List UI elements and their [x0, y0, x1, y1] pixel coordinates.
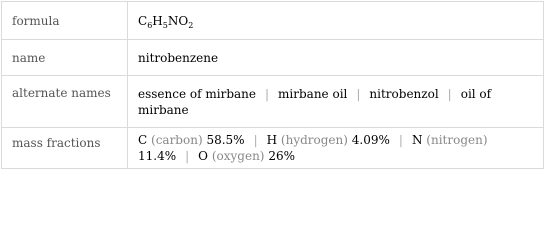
mass-fraction-item: C (carbon) 58.5% — [138, 133, 245, 147]
row-label-name: name — [2, 40, 128, 75]
properties-table — [1, 1, 544, 169]
separator: | — [447, 86, 452, 101]
row-label-formula: formula — [2, 2, 128, 39]
separator: | — [185, 149, 190, 163]
alternate-name-item: mirbane oil — [278, 86, 348, 101]
table-row-name — [2, 40, 543, 76]
alternate-names-value — [128, 76, 543, 127]
separator: | — [356, 86, 361, 101]
name-value: nitrobenzene — [138, 50, 219, 65]
mass-fractions-value — [128, 128, 543, 168]
row-label-alternate-names: alternate names — [2, 76, 128, 127]
alternate-name-item: essence of mirbane — [138, 86, 256, 101]
table-row-formula — [2, 2, 543, 40]
row-label-mass-fractions: mass fractions — [2, 128, 128, 168]
separator: | — [253, 133, 258, 147]
formula-value — [128, 2, 543, 39]
mass-fraction-item: O (oxygen) 26% — [198, 149, 295, 163]
alternate-name-item: oil of mirbane — [138, 86, 492, 117]
formula-text: $C_6H_5NO_2$ — [138, 13, 194, 30]
alternate-name-item: nitrobenzol — [369, 86, 439, 101]
mass-fraction-item: N (nitrogen) 11.4% — [138, 133, 488, 163]
separator: | — [264, 86, 270, 101]
alternate-names-list — [138, 86, 533, 118]
mass-fractions-list — [138, 132, 533, 164]
mass-fraction-item: H (hydrogen) 4.09% — [266, 133, 390, 147]
table-row-mass-fractions — [2, 128, 543, 168]
table-row-alternate-names — [2, 76, 543, 128]
separator: | — [398, 133, 403, 147]
